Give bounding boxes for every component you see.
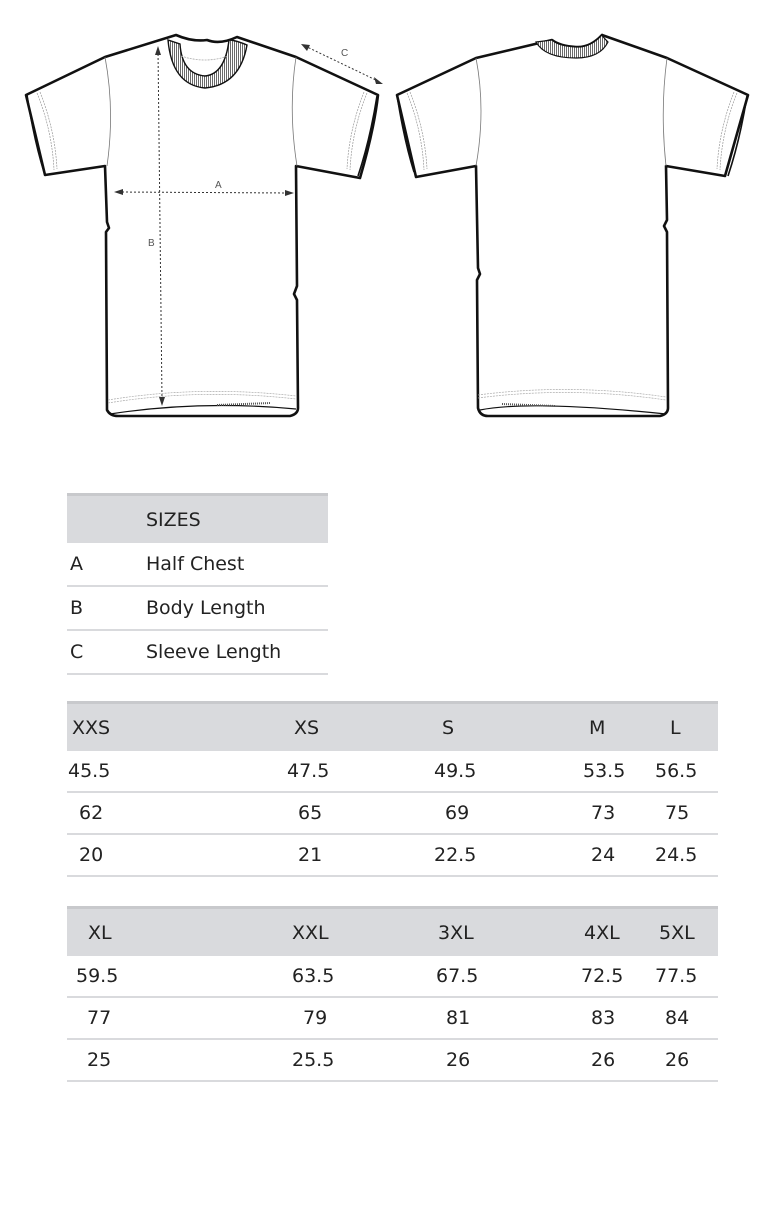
size-header: L [647,703,718,752]
size-cell: 72.5 [502,956,647,997]
size-cell: 25.5 [212,1039,357,1081]
size-cell: 56.5 [647,751,718,792]
legend-key: B [67,586,146,630]
legend-label: Body Length [146,586,328,630]
size-header: XS [212,703,357,752]
size-cell: 45.5 [67,751,212,792]
size-cell: 26 [502,1039,647,1081]
legend-header-label: SIZES [146,495,328,544]
legend-key: A [67,543,146,586]
tshirt-front-view [0,0,400,430]
tshirt-illustration [0,0,767,440]
size-row-half-chest [67,751,718,792]
size-cell: 26 [357,1039,502,1081]
size-header: S [357,703,502,752]
legend-label: Half Chest [146,543,328,586]
legend-label: Sleeve Length [146,630,328,674]
size-cell: 49.5 [357,751,502,792]
size-cell: 26 [647,1039,718,1081]
size-table-large [67,906,718,1082]
size-cell: 83 [502,997,647,1039]
size-cell: 59.5 [67,956,212,997]
legend-key: C [67,630,146,674]
size-header: 4XL [502,908,647,957]
size-cell: 84 [647,997,718,1039]
size-cell: 53.5 [502,751,647,792]
size-header: 5XL [647,908,718,957]
size-row-half-chest [67,956,718,997]
measurement-legend-table [67,493,328,675]
size-row-sleeve-length [67,1039,718,1081]
size-cell: 81 [357,997,502,1039]
size-cell: 63.5 [212,956,357,997]
size-row-body-length [67,997,718,1039]
label-a: A [215,180,222,191]
size-header: M [502,703,647,752]
size-cell: 77 [67,997,212,1039]
size-cell: 25 [67,1039,212,1081]
legend-row [67,586,328,630]
size-cell: 21 [212,834,357,876]
size-cell: 73 [502,792,647,834]
size-row-sleeve-length [67,834,718,876]
size-header-row [67,908,718,957]
size-cell: 24 [502,834,647,876]
size-header: XXL [212,908,357,957]
size-cell: 67.5 [357,956,502,997]
tshirt-back-view [380,0,767,430]
size-cell: 22.5 [357,834,502,876]
legend-row [67,543,328,586]
size-cell: 47.5 [212,751,357,792]
size-cell: 77.5 [647,956,718,997]
size-cell: 20 [67,834,212,876]
size-cell: 24.5 [647,834,718,876]
size-cell: 65 [212,792,357,834]
legend-row [67,630,328,674]
legend-header-key [67,495,146,544]
label-b: B [148,238,155,249]
size-header: 3XL [357,908,502,957]
size-cell: 79 [212,997,357,1039]
size-cell: 62 [67,792,212,834]
size-table-small [67,701,718,877]
size-header-row [67,703,718,752]
size-cell: 69 [357,792,502,834]
legend-header-row [67,495,328,544]
size-cell: 75 [647,792,718,834]
size-header: XL [67,908,212,957]
size-header: XXS [67,703,212,752]
size-row-body-length [67,792,718,834]
label-c: C [341,48,349,59]
